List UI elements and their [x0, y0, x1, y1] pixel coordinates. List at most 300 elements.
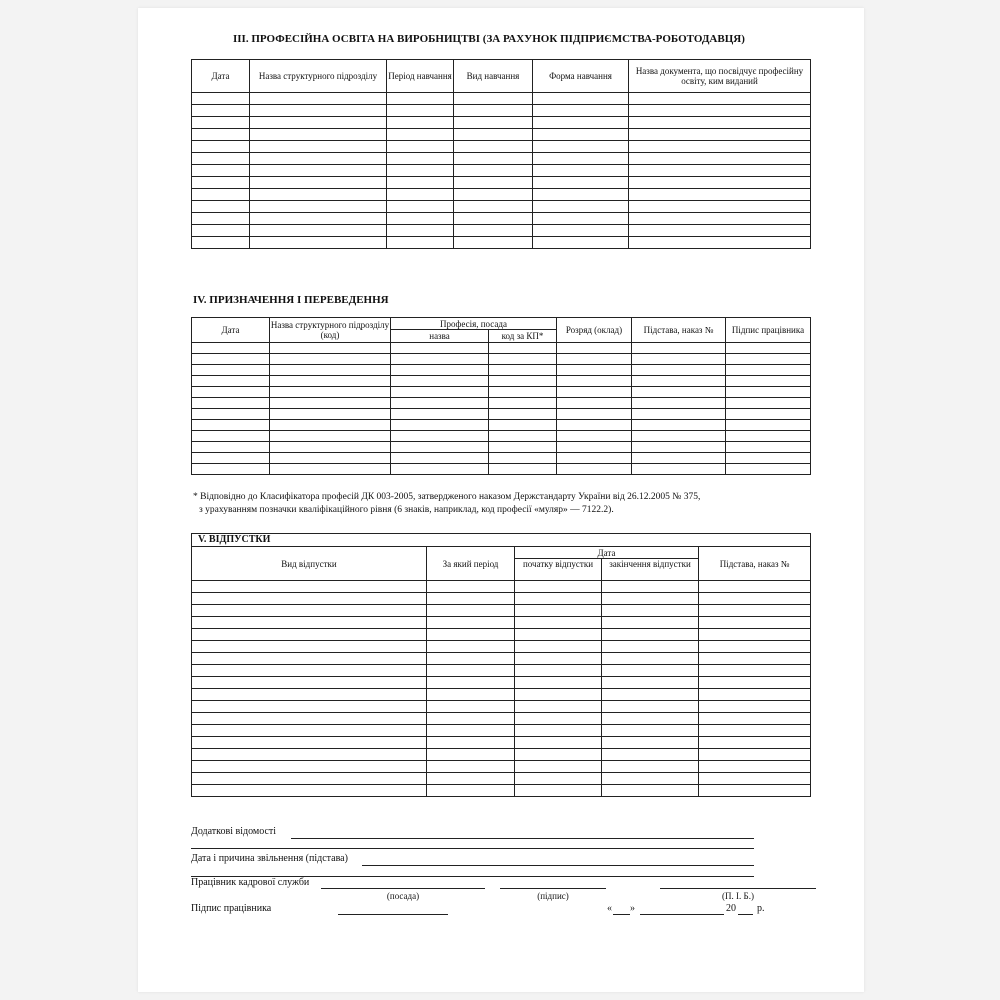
table-cell[interactable]: [427, 689, 515, 701]
table-cell[interactable]: [454, 177, 533, 189]
table-cell[interactable]: [387, 213, 454, 225]
table-cell[interactable]: [557, 420, 632, 431]
table-row: [192, 117, 811, 129]
table-cell[interactable]: [250, 177, 387, 189]
hr-name-line[interactable]: [660, 888, 816, 889]
table-cell[interactable]: [515, 689, 602, 701]
table-cell[interactable]: [489, 464, 557, 475]
table-cell[interactable]: [632, 464, 726, 475]
table-cell[interactable]: [387, 189, 454, 201]
table-cell[interactable]: [515, 593, 602, 605]
table-cell[interactable]: [629, 237, 811, 249]
hr-signature-line[interactable]: [500, 888, 606, 889]
table-cell[interactable]: [602, 737, 699, 749]
table-cell[interactable]: [699, 677, 811, 689]
table-cell[interactable]: [270, 387, 391, 398]
table-cell[interactable]: [387, 237, 454, 249]
table-cell[interactable]: [699, 761, 811, 773]
table-cell[interactable]: [391, 387, 489, 398]
table-cell[interactable]: [726, 420, 811, 431]
table-cell[interactable]: [427, 785, 515, 797]
table-cell[interactable]: [557, 354, 632, 365]
table-cell[interactable]: [387, 201, 454, 213]
table-cell[interactable]: [602, 677, 699, 689]
table-cell[interactable]: [489, 387, 557, 398]
table-cell[interactable]: [192, 593, 427, 605]
table-cell[interactable]: [699, 641, 811, 653]
table-row: [192, 629, 811, 641]
table-cell[interactable]: [533, 189, 629, 201]
table-cell[interactable]: [454, 213, 533, 225]
table-row: [192, 129, 811, 141]
table-cell[interactable]: [629, 153, 811, 165]
table-cell[interactable]: [192, 653, 427, 665]
vacations-table: [191, 533, 811, 797]
table-cell[interactable]: [192, 225, 250, 237]
table-cell[interactable]: [602, 773, 699, 785]
table-cell[interactable]: [629, 213, 811, 225]
table-cell[interactable]: [454, 105, 533, 117]
table-cell[interactable]: [192, 354, 270, 365]
table-cell[interactable]: [192, 701, 427, 713]
table-cell[interactable]: [192, 409, 270, 420]
table-cell[interactable]: [391, 398, 489, 409]
table-cell[interactable]: [699, 737, 811, 749]
table-cell[interactable]: [489, 431, 557, 442]
table-cell[interactable]: [557, 431, 632, 442]
table-cell[interactable]: [250, 129, 387, 141]
table-cell[interactable]: [533, 225, 629, 237]
table-cell[interactable]: [557, 376, 632, 387]
table-cell[interactable]: [192, 141, 250, 153]
table-cell[interactable]: [629, 117, 811, 129]
table-cell[interactable]: [387, 141, 454, 153]
table-cell[interactable]: [387, 129, 454, 141]
table-cell[interactable]: [270, 365, 391, 376]
table-cell[interactable]: [454, 225, 533, 237]
table-cell[interactable]: [250, 105, 387, 117]
table-cell[interactable]: [726, 376, 811, 387]
table-cell[interactable]: [533, 105, 629, 117]
table-cell[interactable]: [699, 749, 811, 761]
table-cell[interactable]: [391, 453, 489, 464]
table-cell[interactable]: [391, 442, 489, 453]
table-cell[interactable]: [427, 581, 515, 593]
table-cell[interactable]: [726, 398, 811, 409]
table-cell[interactable]: [391, 464, 489, 475]
table-cell[interactable]: [489, 453, 557, 464]
table-row: [192, 189, 811, 201]
table-cell[interactable]: [489, 442, 557, 453]
table-cell[interactable]: [192, 629, 427, 641]
table-cell[interactable]: [270, 409, 391, 420]
table-row: [192, 665, 811, 677]
table-cell[interactable]: [557, 343, 632, 354]
table-cell[interactable]: [489, 398, 557, 409]
table-cell[interactable]: [533, 117, 629, 129]
table-cell[interactable]: [192, 343, 270, 354]
table-row: [192, 153, 811, 165]
table-cell[interactable]: [629, 141, 811, 153]
table-cell[interactable]: [192, 201, 250, 213]
table-cell[interactable]: [192, 641, 427, 653]
table-cell[interactable]: [533, 93, 629, 105]
table-cell[interactable]: [387, 153, 454, 165]
table-cell[interactable]: [270, 354, 391, 365]
table-cell[interactable]: [515, 725, 602, 737]
table-cell[interactable]: [192, 93, 250, 105]
table-cell[interactable]: [632, 398, 726, 409]
table-cell[interactable]: [515, 629, 602, 641]
table-cell[interactable]: [489, 343, 557, 354]
table-cell[interactable]: [632, 453, 726, 464]
table-cell[interactable]: [427, 641, 515, 653]
table-cell[interactable]: [515, 581, 602, 593]
table-cell[interactable]: [427, 737, 515, 749]
table-cell[interactable]: [192, 737, 427, 749]
appointments-table-header: [192, 318, 811, 330]
table-cell[interactable]: [250, 225, 387, 237]
table-cell[interactable]: [515, 737, 602, 749]
table-cell[interactable]: [192, 213, 250, 225]
table-cell[interactable]: [699, 665, 811, 677]
table-cell[interactable]: [489, 354, 557, 365]
additional-info-label: Додаткові відомості: [191, 826, 277, 837]
table-cell[interactable]: [427, 653, 515, 665]
table-row: [192, 605, 811, 617]
table-cell[interactable]: [454, 117, 533, 129]
table-cell[interactable]: [533, 201, 629, 213]
table-cell[interactable]: [270, 398, 391, 409]
table-cell[interactable]: [602, 785, 699, 797]
table-cell[interactable]: [726, 343, 811, 354]
education-table: [191, 59, 811, 249]
table-cell[interactable]: [192, 129, 250, 141]
table-cell[interactable]: [387, 225, 454, 237]
table-cell[interactable]: [726, 453, 811, 464]
table-cell[interactable]: [557, 409, 632, 420]
table-cell[interactable]: [192, 165, 250, 177]
table-cell[interactable]: [427, 701, 515, 713]
table-cell[interactable]: [726, 442, 811, 453]
table-cell[interactable]: [726, 464, 811, 475]
table-cell[interactable]: [602, 749, 699, 761]
table-cell[interactable]: [533, 213, 629, 225]
table-cell[interactable]: [557, 453, 632, 464]
table-cell[interactable]: [629, 177, 811, 189]
table-cell[interactable]: [192, 420, 270, 431]
dismissal-label: Дата і причина звільнення (підстава): [191, 853, 348, 864]
hr-employee-label: Працівник кадрової служби: [191, 877, 310, 888]
additional-info-line[interactable]: [291, 838, 754, 839]
table-cell[interactable]: [192, 665, 427, 677]
additional-info-line-2[interactable]: [191, 848, 754, 849]
table-cell[interactable]: [515, 665, 602, 677]
table-cell[interactable]: [427, 749, 515, 761]
table-cell[interactable]: [454, 93, 533, 105]
table-cell[interactable]: [427, 725, 515, 737]
table-cell[interactable]: [602, 761, 699, 773]
table-cell[interactable]: [557, 398, 632, 409]
table-row: [192, 409, 811, 420]
table-cell[interactable]: [250, 153, 387, 165]
table-cell[interactable]: [489, 376, 557, 387]
table-cell[interactable]: [533, 177, 629, 189]
table-row: [192, 713, 811, 725]
header-vacation-type: Вид відпустки: [192, 547, 427, 581]
table-cell[interactable]: [250, 165, 387, 177]
table-cell[interactable]: [515, 677, 602, 689]
table-cell[interactable]: [632, 442, 726, 453]
date-year-line[interactable]: [738, 914, 753, 915]
table-cell[interactable]: [515, 701, 602, 713]
table-cell[interactable]: [192, 387, 270, 398]
table-cell[interactable]: [192, 117, 250, 129]
table-cell[interactable]: [192, 464, 270, 475]
table-cell[interactable]: [192, 365, 270, 376]
table-cell[interactable]: [699, 689, 811, 701]
table-cell[interactable]: [454, 141, 533, 153]
table-cell[interactable]: [699, 581, 811, 593]
table-cell[interactable]: [557, 365, 632, 376]
table-cell[interactable]: [192, 398, 270, 409]
table-cell[interactable]: [632, 343, 726, 354]
header-profession-code: код за КП*: [489, 330, 557, 343]
table-cell[interactable]: [602, 605, 699, 617]
table-cell[interactable]: [699, 629, 811, 641]
table-cell[interactable]: [270, 420, 391, 431]
table-cell[interactable]: [192, 677, 427, 689]
table-cell[interactable]: [454, 189, 533, 201]
table-cell[interactable]: [515, 749, 602, 761]
section-4-title: IV. ПРИЗНАЧЕННЯ І ПЕРЕВЕДЕННЯ: [193, 294, 389, 306]
table-cell[interactable]: [192, 189, 250, 201]
header-document: Назва документа, що посвідчує професійну освіту, ким виданий: [629, 60, 811, 93]
table-cell[interactable]: [454, 201, 533, 213]
table-cell[interactable]: [192, 749, 427, 761]
table-cell[interactable]: [632, 365, 726, 376]
table-cell[interactable]: [699, 653, 811, 665]
table-cell[interactable]: [629, 165, 811, 177]
table-cell[interactable]: [726, 354, 811, 365]
table-cell[interactable]: [602, 665, 699, 677]
date-month-line[interactable]: [640, 914, 724, 915]
table-cell[interactable]: [699, 713, 811, 725]
table-cell[interactable]: [699, 593, 811, 605]
table-row: [192, 689, 811, 701]
table-cell[interactable]: [192, 617, 427, 629]
table-cell[interactable]: [602, 581, 699, 593]
table-cell[interactable]: [192, 153, 250, 165]
table-cell[interactable]: [557, 464, 632, 475]
section-3-title: III. ПРОФЕСІЙНА ОСВІТА НА ВИРОБНИЦТВІ (ЗА РАХУНОК ПІДПРИЄМСТВА-РОБОТОДАВЦЯ): [233, 33, 745, 45]
table-row: [192, 398, 811, 409]
table-cell[interactable]: [533, 165, 629, 177]
header-grade: Розряд (оклад): [557, 318, 632, 343]
table-cell[interactable]: [602, 689, 699, 701]
table-cell[interactable]: [602, 653, 699, 665]
table-cell[interactable]: [427, 665, 515, 677]
table-cell[interactable]: [602, 617, 699, 629]
table-cell[interactable]: [192, 453, 270, 464]
table-cell[interactable]: [602, 713, 699, 725]
table-cell[interactable]: [454, 165, 533, 177]
table-cell[interactable]: [250, 141, 387, 153]
table-cell[interactable]: [391, 420, 489, 431]
table-cell[interactable]: [515, 605, 602, 617]
table-cell[interactable]: [632, 431, 726, 442]
header-unit: Назва структурного підрозділу (код): [270, 318, 391, 343]
table-cell[interactable]: [387, 165, 454, 177]
table-cell[interactable]: [454, 153, 533, 165]
table-row: [192, 201, 811, 213]
header-date: Дата: [192, 318, 270, 343]
signature-caption: (підпис): [537, 891, 569, 901]
table-cell[interactable]: [632, 420, 726, 431]
table-cell[interactable]: [250, 189, 387, 201]
table-cell[interactable]: [391, 431, 489, 442]
table-cell[interactable]: [391, 376, 489, 387]
header-unit: Назва структурного підрозділу: [250, 60, 387, 93]
table-cell[interactable]: [489, 420, 557, 431]
table-cell[interactable]: [699, 773, 811, 785]
table-cell[interactable]: [391, 354, 489, 365]
table-cell[interactable]: [391, 343, 489, 354]
table-cell[interactable]: [533, 141, 629, 153]
table-cell[interactable]: [192, 237, 250, 249]
table-cell[interactable]: [632, 409, 726, 420]
table-cell[interactable]: [427, 761, 515, 773]
table-cell[interactable]: [489, 365, 557, 376]
table-cell[interactable]: [629, 105, 811, 117]
table-cell[interactable]: [515, 785, 602, 797]
table-cell[interactable]: [454, 129, 533, 141]
dismissal-line[interactable]: [362, 865, 754, 866]
table-cell[interactable]: [250, 213, 387, 225]
table-cell[interactable]: [427, 773, 515, 785]
table-cell[interactable]: [515, 653, 602, 665]
table-cell[interactable]: [602, 725, 699, 737]
table-cell[interactable]: [515, 773, 602, 785]
table-cell[interactable]: [515, 713, 602, 725]
table-cell[interactable]: [632, 387, 726, 398]
table-cell[interactable]: [270, 453, 391, 464]
table-cell[interactable]: [629, 129, 811, 141]
table-cell[interactable]: [557, 442, 632, 453]
table-cell[interactable]: [192, 442, 270, 453]
table-cell[interactable]: [427, 629, 515, 641]
table-cell[interactable]: [270, 464, 391, 475]
table-cell[interactable]: [557, 387, 632, 398]
table-cell[interactable]: [699, 605, 811, 617]
table-cell[interactable]: [515, 641, 602, 653]
table-row: [192, 365, 811, 376]
hr-position-line[interactable]: [321, 888, 485, 889]
table-cell[interactable]: [726, 387, 811, 398]
table-cell[interactable]: [629, 189, 811, 201]
table-cell[interactable]: [250, 93, 387, 105]
header-start: початку відпустки: [515, 559, 602, 581]
table-cell[interactable]: [270, 376, 391, 387]
table-cell[interactable]: [192, 581, 427, 593]
table-cell[interactable]: [602, 701, 699, 713]
table-cell[interactable]: [489, 409, 557, 420]
table-cell[interactable]: [699, 617, 811, 629]
table-cell[interactable]: [192, 376, 270, 387]
table-cell[interactable]: [629, 93, 811, 105]
table-cell[interactable]: [391, 365, 489, 376]
table-cell[interactable]: [387, 177, 454, 189]
table-cell[interactable]: [192, 761, 427, 773]
table-cell[interactable]: [387, 105, 454, 117]
table-cell[interactable]: [270, 442, 391, 453]
table-cell[interactable]: [533, 129, 629, 141]
table-cell[interactable]: [515, 617, 602, 629]
table-cell[interactable]: [632, 376, 726, 387]
appointments-table: [191, 317, 811, 475]
table-cell[interactable]: [629, 225, 811, 237]
table-cell[interactable]: [192, 105, 250, 117]
table-cell[interactable]: [192, 725, 427, 737]
table-cell[interactable]: [533, 237, 629, 249]
date-close-quote: »: [630, 903, 635, 914]
table-cell[interactable]: [427, 713, 515, 725]
table-cell[interactable]: [192, 605, 427, 617]
table-cell[interactable]: [391, 409, 489, 420]
table-cell[interactable]: [270, 343, 391, 354]
header-type: Вид навчання: [454, 60, 533, 93]
table-cell[interactable]: [533, 153, 629, 165]
date-day-line[interactable]: [613, 914, 630, 915]
table-cell[interactable]: [602, 593, 699, 605]
position-caption: (посада): [386, 891, 420, 901]
table-cell[interactable]: [427, 617, 515, 629]
table-cell[interactable]: [427, 593, 515, 605]
table-cell[interactable]: [632, 354, 726, 365]
table-cell[interactable]: [192, 177, 250, 189]
table-cell[interactable]: [192, 689, 427, 701]
table-cell[interactable]: [602, 629, 699, 641]
table-cell[interactable]: [427, 605, 515, 617]
table-cell[interactable]: [515, 761, 602, 773]
table-cell[interactable]: [602, 641, 699, 653]
table-cell[interactable]: [726, 365, 811, 376]
table-cell[interactable]: [699, 725, 811, 737]
table-cell[interactable]: [250, 201, 387, 213]
table-cell[interactable]: [629, 201, 811, 213]
table-cell[interactable]: [387, 117, 454, 129]
table-cell[interactable]: [192, 773, 427, 785]
table-cell[interactable]: [192, 785, 427, 797]
name-caption: (П. І. Б.): [722, 891, 754, 901]
table-cell[interactable]: [726, 409, 811, 420]
table-cell[interactable]: [250, 117, 387, 129]
table-cell[interactable]: [192, 431, 270, 442]
header-period: За який період: [427, 547, 515, 581]
table-cell[interactable]: [270, 431, 391, 442]
table-cell[interactable]: [250, 237, 387, 249]
table-cell[interactable]: [699, 701, 811, 713]
table-cell[interactable]: [387, 93, 454, 105]
employee-signature-line[interactable]: [338, 914, 448, 915]
education-table-header: [192, 60, 811, 93]
table-cell[interactable]: [427, 677, 515, 689]
table-cell[interactable]: [454, 237, 533, 249]
header-signature: Підпис працівника: [726, 318, 811, 343]
table-cell[interactable]: [192, 713, 427, 725]
table-cell[interactable]: [699, 785, 811, 797]
table-cell[interactable]: [726, 431, 811, 442]
